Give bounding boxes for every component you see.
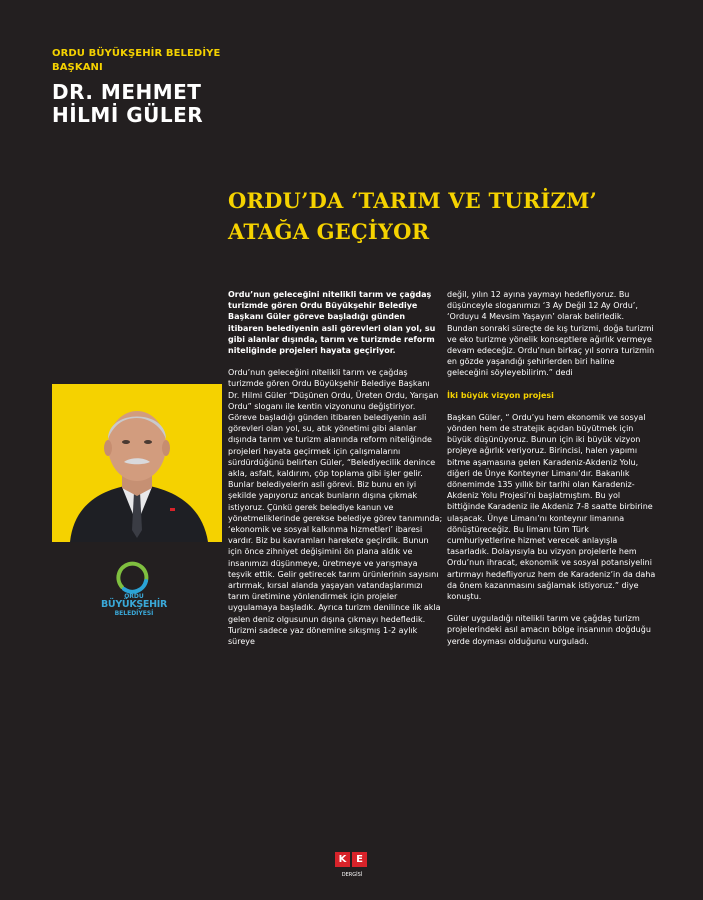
magazine-logo-mark	[335, 852, 369, 871]
article-paragraph: değil, yılın 12 ayına yaymayı hedefliyoruz. Bu düşünceyle sloganımızı ‘3 Ay Değil 12 Ay Ordu’, ‘Orduyu 4 Mevsim Yaşayın’ olarak belirledik. Bundan sonraki süreçte de kış turizmi, doğa turizmi ve eko turizme yönelik konseptlere ağırlık vermeye devam edeceğiz. Ordu’nun birkaç yıl sonra turizmin en gözde yaşandığı şehirlerden biri haline geleceğini söyleyebilirim.” dedi	[447, 290, 655, 378]
logo-text-bottom: BELEDİYESİ	[114, 610, 154, 617]
article-headline	[228, 185, 648, 247]
magazine-logo	[335, 852, 369, 884]
logo-ring-icon	[94, 555, 174, 595]
article-paragraph: Ordu’nun geleceğini nitelikli tarım ve çağdaş turizmde gören Ordu Büyükşehir Belediye Başkanı Dr. Hilmi Güler “Düşünen Ordu, Üreten Ordu, Yarışan Ordu” sloganı ile kentin vizyonunu değiştiriyor. Göreve başladığı günden itibaren belediyenin asli görevleri olan yol, su, atık yönetimi gibi alanlar dışında tarım ve turizm alanında reform niteliğinde projeleri hayata geçirmek için çalışmalarını sürdürdüğünü belirten Güler, “Belediyecilik denince akla, asfalt, kaldırım, çöp toplama gibi işler gelir. Bunlar belediyelerin asli görevi. Biz bunu en iyi şekilde yapıyoruz ancak bunların dışına çıkmak istiyoruz. Çünkü gerek belediye kanun ve yönetmeliklerinde gerekse belediye görev tanımında; ‘ekonomik ve sosyal kalkınma hizmetleri’ ibaresi vardır. Biz bu kavramları harekete geçirdik. Bunun için önce zihniyet değişimini ön plana aldık ve insanımızı düşünmeye, üretmeye ve yarışmaya teşvik ettik. Gelir getirecek tarım ürünlerinin sayısını artırmak, kırsal alanda yaşayan vatandaşlarımızı tarım üretimine yönlendirmek için projeler uygulamaya başladık. Ayrıca turizm denilince ilk akla gelen deniz olgusunun dışına çıkmayı hedefledik. Turizmi sadece yaz dönemine sıkışmış 1-2 aylık süreye	[228, 368, 443, 647]
article-subheading: İki büyük vizyon projesi	[447, 390, 554, 400]
article-paragraph: Güler uyguladığı nitelikli tarım ve çağdaş turizm projelerindeki asıl amacın bölge insanının doğduğu yerde doyması olduğunu vurguladı.	[447, 614, 651, 646]
logo-text	[86, 593, 182, 617]
magazine-logo-sub: DERGİSİ	[341, 872, 363, 878]
article-column-left	[228, 289, 443, 647]
logo-text-top: ORDU	[124, 593, 144, 600]
headline-line-1: ORDU’DA ‘TARIM VE TURİZM’	[228, 188, 598, 213]
magazine-logo-e: E	[352, 852, 367, 867]
article-column-right	[447, 289, 657, 647]
name-line-2: HİLMİ GÜLER	[52, 103, 204, 127]
portrait-illustration	[52, 384, 222, 542]
person-name	[52, 81, 252, 127]
name-line-1: DR. MEHMET	[52, 80, 202, 104]
article-paragraph: Başkan Güler, “ Ordu’yu hem ekonomik ve sosyal yönden hem de stratejik açıdan büyütmek için büyük düşünüyoruz. Bunun için iki büyük vizyon projeye ağırlık veriyoruz. Birincisi, halen yapımı bitme aşamasına gelen Karadeniz-Akdeniz Yolu, diğeri de Ünye Konteyner Limanı’dır. Bakanlık dönemimde 135 yıllık bir tarihi olan Karadeniz-Akdeniz Yolu Projesi’ni başlatmıştım. Bu yol bittiğinde Karadeniz ile Akdeniz 7-8 saatte birbirine ulaşacak. Ünye Limanı’nı konteynır limanına dönüştüreceğiz. Bu limanı tüm Türk cumhuriyetlerine hizmet verecek anlayışla tasarladık. Dolayısıyla bu vizyon projelerle hem Ordu’nun ihracat, ekonomik ve sosyal potansiyelini artırmayı hedefliyoruz hem de Karadeniz’in da daha da önem kazanmasını sağlamak istiyoruz.” diye konuştu.	[447, 412, 656, 602]
portrait-photo	[52, 384, 222, 542]
headline-line-2: ATAĞA GEÇİYOR	[228, 219, 430, 244]
kicker-title: ORDU BÜYÜKŞEHİR BELEDİYE BAŞKANI	[52, 48, 221, 73]
magazine-logo-k: K	[335, 852, 350, 867]
logo-text-main: BÜYÜKŞEHİR	[100, 599, 168, 610]
article-lead: Ordu’nun geleceğini nitelikli tarım ve çağdaş turizmde gören Ordu Büyükşehir Belediye Başkanı Güler göreve başladığı günden itibaren belediyenin asli görevleri olan yol, su gibi alanlar dışında, tarım ve turizmde reform niteliğinde projeleri hayata geçiriyor.	[228, 290, 436, 356]
